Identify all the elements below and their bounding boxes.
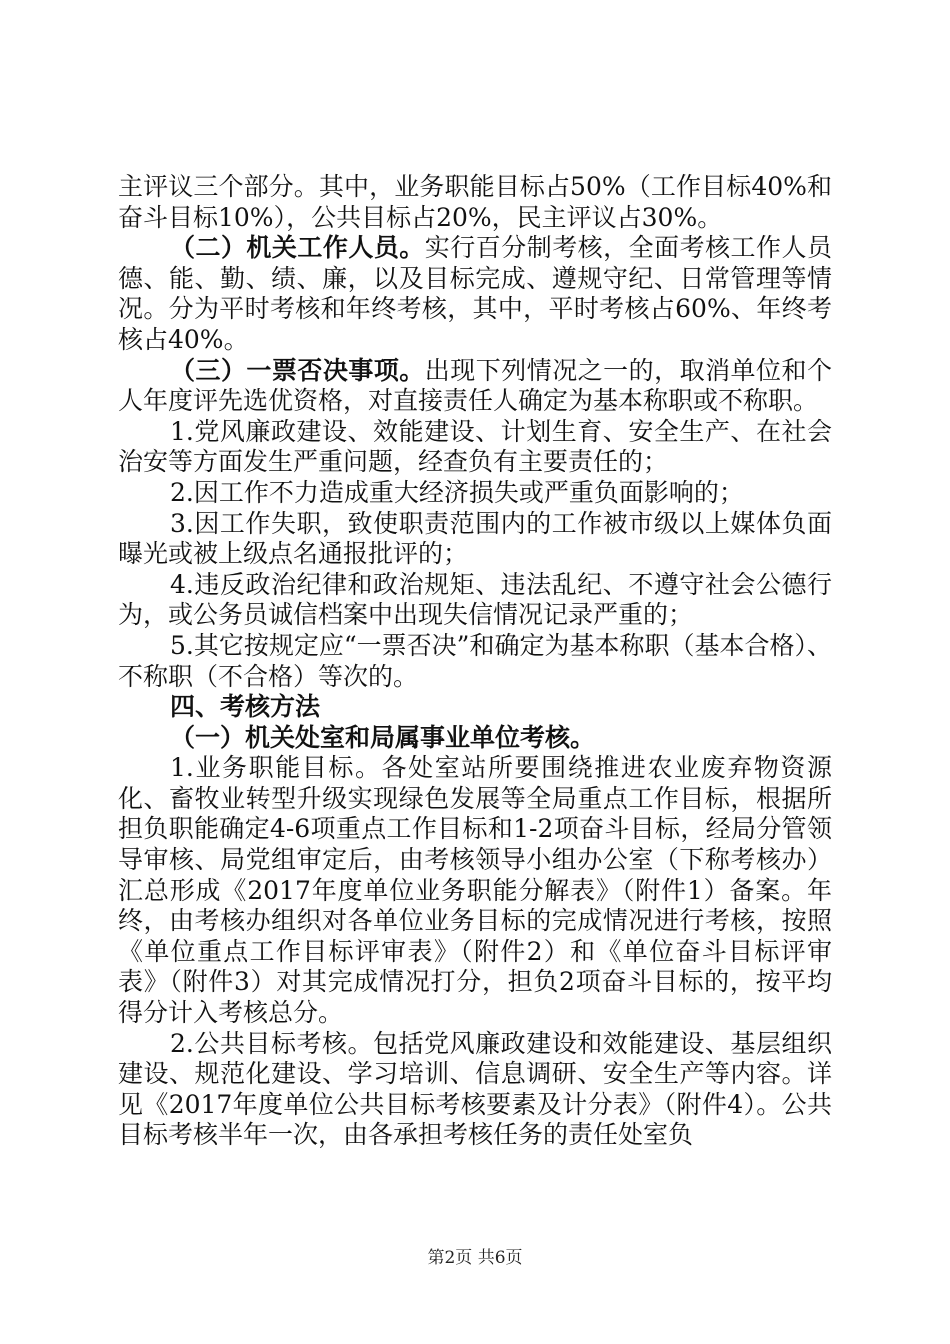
- list-item: [118, 417, 832, 478]
- subsection-title-unit-assessment: [118, 723, 832, 754]
- page-number: 第2页 共6页: [427, 1248, 523, 1268]
- section-heading: 四、考核方法: [170, 692, 321, 722]
- paragraph-veto-items: [118, 356, 832, 417]
- list-item-text: 1.党风廉政建设、效能建设、计划生育、安全生产、在社会治安等方面发生严重问题，经查负有主要责任的；: [118, 416, 832, 477]
- list-item: [118, 478, 832, 509]
- document-body: [118, 172, 832, 1151]
- paragraph-text: 实行百分制考核，全面考核工作人员德、能、勤、绩、廉，以及目标完成、遵规守纪、日常管理等情况。分为平时考核和年终考核，其中，平时考核占60%、年终考核占40%。: [118, 233, 832, 354]
- page-footer: [0, 1243, 950, 1268]
- list-item: [118, 509, 832, 570]
- section-heading: （三）一票否决事项。: [170, 355, 425, 385]
- list-item-text: 4.违反政治纪律和政治规矩、违法乱纪、不遵守社会公德行为，或公务员诚信档案中出现失信情况记录严重的；: [118, 569, 832, 630]
- paragraph-text: 2.公共目标考核。包括党风廉政建设和效能建设、基层组织建设、规范化建设、学习培训、信息调研、安全生产等内容。详见《2017年度单位公共目标考核要素及计分表》（附件4）。公共目标考核半年一次，由各承担考核任务的责任处室负: [118, 1028, 832, 1150]
- section-heading: （一）机关处室和局属事业单位考核。: [170, 722, 596, 752]
- list-item: [118, 631, 832, 692]
- paragraph-text: 出现下列情况之一的，取消单位和个人年度评先选优资格，对直接责任人确定为基本称职或不称职。: [118, 355, 832, 416]
- section-title-methods: [118, 692, 832, 723]
- paragraph-scoring-weights: [118, 172, 832, 233]
- section-heading: （二）机关工作人员。: [170, 233, 425, 263]
- list-item-text: 3.因工作失职，致使职责范围内的工作被市级以上媒体负面曝光或被上级点名通报批评的；: [118, 508, 832, 569]
- paragraph-staff-assessment: [118, 233, 832, 355]
- list-item-text: 2.因工作不力造成重大经济损失或严重负面影响的；: [170, 477, 744, 507]
- paragraph-business-goals: [118, 753, 832, 1028]
- paragraph-text: 1.业务职能目标。各处室站所要围绕推进农业废弃物资源化、畜牧业转型升级实现绿色发展等全局重点工作目标，根据所担负职能确定4-6项重点工作目标和1-2项奋斗目标，经局分管领导审核、局党组审定后，由考核领导小组办公室（下称考核办）汇总形成《2017年度单位业务职能分解表》（附件1）备案。年终，由考核办组织对各单位业务目标的完成情况进行考核，按照《单位重点工作目标评审表》（附件2）和《单位奋斗目标评审表》（附件3）对其完成情况打分，担负2项奋斗目标的，按平均得分计入考核总分。: [118, 753, 832, 1028]
- list-item-text: 5.其它按规定应“一票否决”和确定为基本称职（基本合格）、不称职（不合格）等次的。: [118, 630, 832, 691]
- list-item: [118, 570, 832, 631]
- paragraph-text: 主评议三个部分。其中，业务职能目标占50%（工作目标40%和奋斗目标10%），公共目标占20%，民主评议占30%。: [118, 172, 832, 232]
- paragraph-public-goals: [118, 1029, 832, 1151]
